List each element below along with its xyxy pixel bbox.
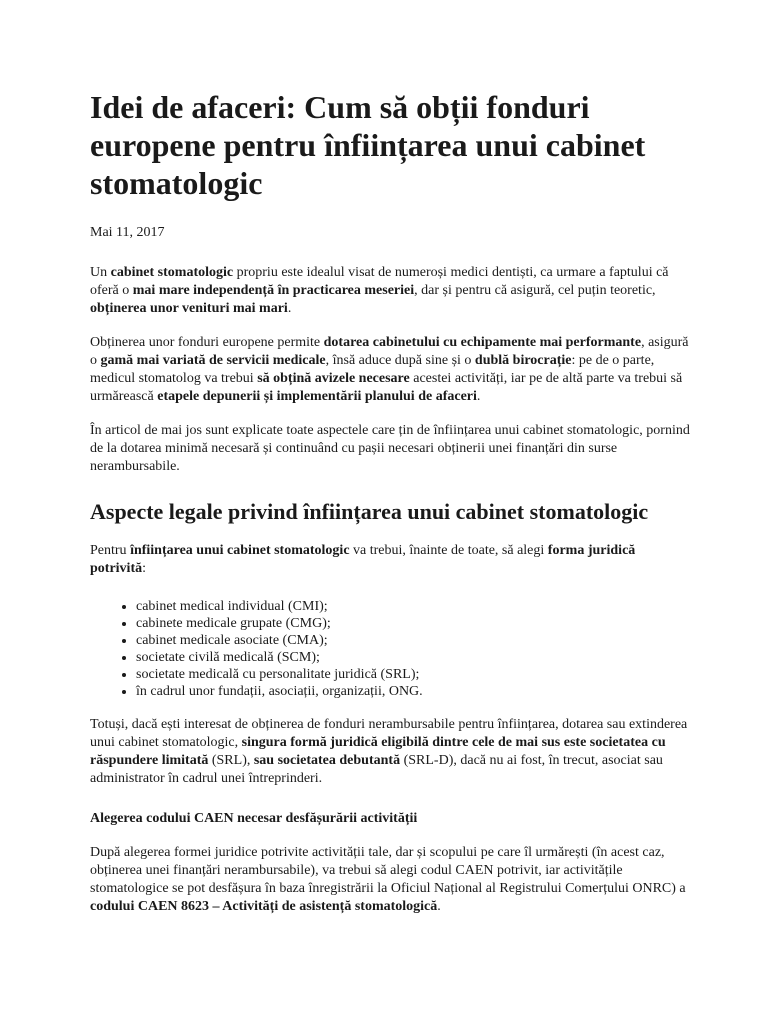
publish-date: Mai 11, 2017 xyxy=(90,225,165,240)
text-run: Totuși, dacă ești interesat de obținerea de fonduri nerambursabile pentru înființarea, dotarea sau extinderea unui cabinet stomatologic, xyxy=(90,717,688,750)
list-item: • cabinet medicale asociate (CMA); xyxy=(136,632,690,649)
text-run: . xyxy=(437,899,441,914)
text-run: , dar și pentru că asigură, cel puțin teoretic, xyxy=(414,283,656,298)
text-run: Obținerea unor fonduri europene permite xyxy=(90,335,324,350)
text-run: : pe de o parte, medicul stomatolog va trebui xyxy=(90,353,655,386)
legal-forms-list xyxy=(90,598,690,700)
bold-text-run: înființarea unui cabinet stomatologic xyxy=(130,543,350,558)
bold-text-run: să obțină avizele necesare xyxy=(257,371,410,386)
subheading-caen: Alegerea codului CAEN necesar desfășurării activității xyxy=(90,811,418,826)
text-run: După alegerea formei juridice potrivite activității tale, dar și scopului pe care îl urmărești (în acest caz, obținerea unei finanțări nerambursabile), va trebui să alegi codul CAEN potrivit, iar activitățile stomatologice se pot desfășura în baza înregistrării la Oficiul Național al Registrului Comerțului ONRC) a xyxy=(90,845,686,896)
bold-text-run: forma juridică potrivită xyxy=(90,543,636,576)
text-run: propriu este idealul visat de numeroși medici dentiști, ca urmare a faptului că oferă o xyxy=(90,265,669,298)
list-item: • în cadrul unor fundații, asociații, organizații, ONG. xyxy=(136,683,690,700)
text-run: . xyxy=(476,389,481,404)
bold-text-run: singura formă juridică eligibilă dintre cele de mai sus este societatea cu răspundere limitată xyxy=(90,735,666,768)
list-item: • cabinet medical individual (CMI); xyxy=(136,598,690,615)
text-run: va trebui, înainte de toate, să alegi xyxy=(349,543,548,558)
bold-text-run: cabinet stomatologic xyxy=(110,265,234,280)
text-run: , asigură o xyxy=(90,335,689,368)
text-run: . xyxy=(287,301,292,316)
bold-text-run: dublă birocrație xyxy=(474,353,572,368)
paragraph-eligibility xyxy=(90,716,690,788)
bold-text-run: gamă mai variată de servicii medicale xyxy=(100,353,326,368)
bold-text-run: dotarea cabinetului cu echipamente mai performante xyxy=(323,335,642,350)
text-run: În articol de mai jos sunt explicate toate aspectele care țin de înființarea unui cabinet stomatologic, pornind de la dotarea minimă necesară și continuând cu pașii necesari obținerii unei finanțări din surse nerambursabile. xyxy=(90,423,690,474)
article xyxy=(90,88,690,916)
list-item: • societate civilă medicală (SCM); xyxy=(136,649,690,666)
paragraph-intro xyxy=(90,264,690,318)
bold-text-run: codului CAEN 8623 – Activități de asistență stomatologică xyxy=(90,899,438,914)
text-run: , însă aduce după sine și o xyxy=(325,353,475,368)
text-run: acestei activități, iar pe de altă parte va trebui să urmărească xyxy=(90,371,683,404)
list-item: • societate medicală cu personalitate juridică (SRL); xyxy=(136,666,690,683)
text-run: (SRL-D), dacă nu ai fost, în trecut, asociat sau administrator în cadrul unei întreprinderi. xyxy=(90,753,663,786)
section-heading-legal: Aspecte legale privind înființarea unui cabinet stomatologic xyxy=(90,499,649,524)
article-title: Idei de afaceri: Cum să obții fonduri europene pentru înființarea unui cabinet stomatologic xyxy=(90,89,646,201)
text-run: Pentru xyxy=(90,543,131,558)
paragraph-legal-form xyxy=(90,542,690,578)
paragraph-funding xyxy=(90,334,690,406)
bold-text-run: sau societatea debutantă xyxy=(253,753,401,768)
bold-text-run: mai mare independență în practicarea meseriei xyxy=(132,283,415,298)
paragraph-caen xyxy=(90,844,690,916)
bold-text-run: obținerea unor venituri mai mari xyxy=(90,301,288,316)
list-item: • cabinete medicale grupate (CMG); xyxy=(136,615,690,632)
text-run: (SRL), xyxy=(208,753,254,768)
bold-text-run: etapele depunerii și implementării planului de afaceri xyxy=(157,389,477,404)
text-run: : xyxy=(142,561,146,576)
text-run: Un xyxy=(90,265,111,280)
paragraph-article-overview xyxy=(90,422,690,476)
